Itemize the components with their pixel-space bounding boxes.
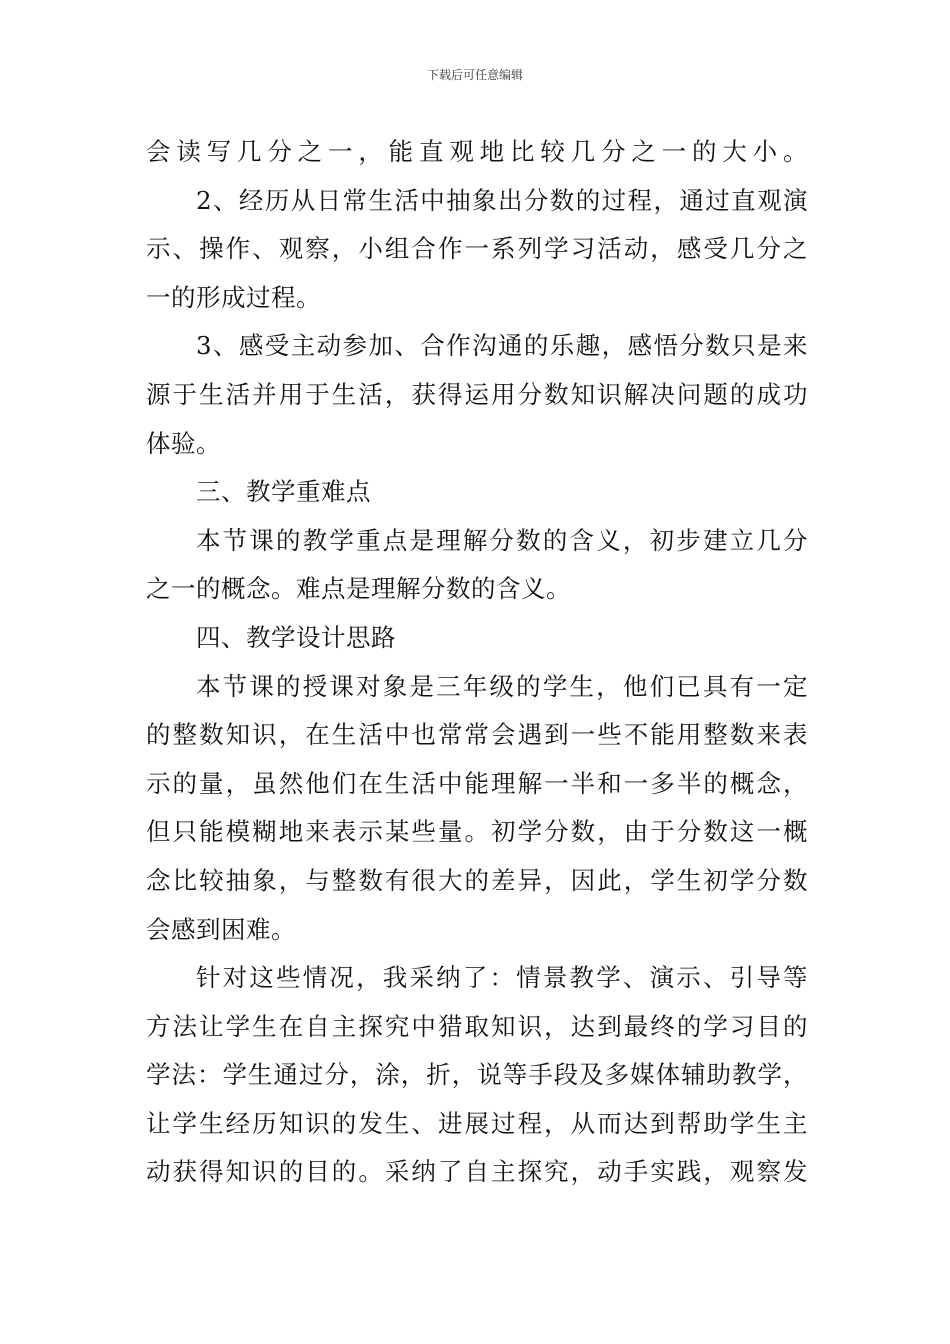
text-line: 体验。: [146, 428, 221, 458]
document-body: [146, 128, 808, 1197]
text-line: 学法：学生通过分，涂，折，说等手段及多媒体辅助教学，: [146, 1060, 808, 1090]
text-line: 针对这些情况，我采纳了：情景教学、演示、引导等: [196, 963, 808, 993]
text-line: 念比较抽象，与整数有很大的差异，因此，学生初学分数: [146, 865, 808, 895]
text-line: 会读写几分之一，能直观地比较几分之一的大小。: [146, 137, 808, 166]
text-line: 源于生活并用于生活，获得运用分数知识解决问题的成功: [146, 379, 808, 409]
page-header-note: 下载后可任意编辑: [426, 68, 523, 82]
text-line: 示、操作、观察，小组合作一系列学习活动，感受几分之: [146, 234, 808, 264]
text-line: 3、感受主动参加、合作沟通的乐趣，感悟分数只是来: [196, 331, 808, 361]
text-line: 之一的概念。难点是理解分数的含义。: [146, 574, 571, 604]
text-line: 一的形成过程。: [146, 282, 321, 312]
text-line: 2、经历从日常生活中抽象出分数的过程，通过直观演: [196, 185, 808, 215]
text-line: 让学生经历知识的发生、进展过程，从而达到帮助学生主: [146, 1108, 808, 1138]
text-line: 本节课的教学重点是理解分数的含义，初步建立几分: [196, 525, 808, 555]
section-heading: 三、教学重难点: [196, 477, 371, 507]
text-line: 示的量，虽然他们在生活中能理解一半和一多半的概念，: [146, 768, 808, 798]
text-line: 本节课的授课对象是三年级的学生，他们已具有一定: [196, 671, 808, 701]
text-line: 的整数知识，在生活中也常常会遇到一些不能用整数来表: [146, 720, 808, 750]
text-line: 会感到困难。: [146, 914, 296, 944]
text-line: 动获得知识的目的。采纳了自主探究，动手实践，观察发: [146, 1157, 808, 1187]
text-line: 方法让学生在自主探究中猎取知识，达到最终的学习目的: [146, 1011, 808, 1041]
section-heading: 四、教学设计思路: [196, 622, 396, 652]
text-line: 但只能模糊地来表示某些量。初学分数，由于分数这一概: [146, 817, 808, 847]
